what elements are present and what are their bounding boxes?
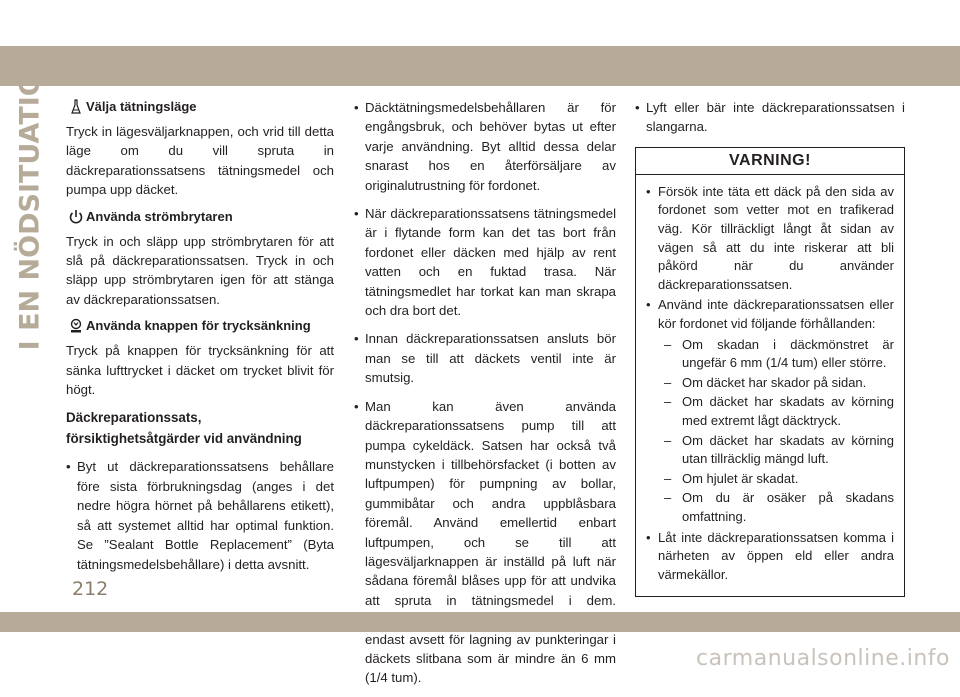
warning-subitem: – Om däcket har skadats av körning med extremt lågt däcktryck. [658, 393, 894, 430]
list-item: • Lyft eller bär inte däckreparationssatsen i slangarna. [635, 98, 905, 137]
bullet-list-middle [354, 98, 616, 688]
column-right [635, 98, 905, 597]
column-left [66, 98, 334, 583]
column-middle [354, 98, 616, 697]
warning-title: VARNING! [636, 148, 904, 175]
subheading-tatningslage: Välja tätningsläge [66, 98, 334, 116]
paragraph-tatningslage: Tryck in lägesväljarknappen, och vrid till detta läge om du vill spruta in däckreparationssatsens tätningsmedel och pumpa upp däcket. [66, 124, 334, 198]
watermark: carmanualsonline.info [696, 646, 950, 671]
side-tab-label: I EN NÖDSITUATION [14, 50, 46, 350]
warning-subitem: – Om däcket har skador på sidan. [658, 374, 894, 393]
warning-subitem: – Om skadan i däckmönstret är ungefär 6 mm (1/4 tum) eller större. [658, 336, 894, 373]
warning-body [636, 175, 904, 596]
page-number: 212 [72, 578, 109, 600]
subheading-strombrytare: Använda strömbrytaren [66, 208, 334, 226]
warning-item: • Försök inte täta ett däck på den sida av fordonet som vetter mot en trafikerad väg. Kör tillräckligt långt åt sidan av vägen så att du inte riskerar att bli påkörd när du använder däckreparationssatsen. [646, 183, 894, 295]
paragraph-trycksankning: Tryck på knappen för trycksänkning för att sänka lufttrycket i däcket om trycket blivit för högt. [66, 343, 334, 398]
list-item: • Innan däckreparationssatsen ansluts bör man se till att däckets ventil inte är smutsig. [354, 329, 616, 387]
warning-item: • Låt inte däckreparationssatsen komma i närheten av öppen eld eller andra värmekällor. [646, 529, 894, 585]
warning-subitem: – Om du är osäker på skadans omfattning. [658, 489, 894, 526]
warning-sublist [658, 336, 894, 527]
warning-box [635, 147, 905, 597]
warning-item: • Använd inte däckreparationssatsen eller kör fordonet vid följande förhållanden: – Om skadan i däckmönstret är ungefär 6 mm (1/4 tum) eller större. – Om däcket har skador på sidan. – Om däcket har skadats av körning med extremt lågt däcktryck. – Om däcket har skadats av körning utan tillräcklig mängd luft. – Om hjulet är skadat. – Om du är osäker på skadans omfattning. [646, 296, 894, 526]
list-item: • Däcktätningsmedelsbehållaren är för engångsbruk, och behöver bytas ut efter varje användning. Byt alltid dessa delar snarast hos en återförsäljare av originalutrustning för fordonet. [354, 98, 616, 195]
warning-list [646, 183, 894, 584]
bullet-list-right [635, 98, 905, 137]
tire-sealant-icon [68, 99, 84, 115]
header-band [0, 46, 960, 86]
section-heading: Däckreparationssats, försiktighetsåtgärder vid användning [66, 410, 302, 447]
warning-subitem: – Om hjulet är skadat. [658, 470, 894, 489]
list-item: • Man kan även använda däckreparationssatsens pump till att pumpa cykeldäck. Satsen har också två munstycken i tillbehörsfacket (i botten av luftpumpen) för pumpning av bollar, gummibåtar och andra uppblåsbara föremål. Använd emellertid enbart luftpumpen, och se till att lägesväljarknappen är inställd på luft när sådana föremål blåses upp för att undvika att spruta in tätningsmedel i dem. endast avsett för lagning av punkteringar i däckets slitbana som är mindre än 6 mm (1/4 tum). [354, 397, 616, 688]
bullet-list-left [66, 457, 334, 573]
warning-subitem: – Om däcket har skadats av körning utan tillräcklig mängd luft. [658, 432, 894, 469]
deflate-icon [68, 318, 84, 334]
footer-band [0, 612, 960, 632]
paragraph-strombrytare: Tryck in och släpp upp strömbrytaren för att slå på däckreparationssatsen. Tryck in och släpp upp strömbrytaren igen för att stänga av däckreparationssatsen. [66, 233, 334, 307]
list-item: • Byt ut däckreparationssatsens behållare före sista förbrukningsdag (anges i det nedre högra hörnet på behållarens etikett), så att systemet alltid har optimal funktion. Se ”Sealant Bottle Replacement” (Byta tätningsmedelsbehållare) i detta avsnitt. [66, 457, 334, 573]
subheading-trycksankning: Använda knappen för trycksänkning [66, 317, 334, 335]
power-icon [68, 209, 84, 225]
list-item: • När däckreparationssatsens tätningsmedel är i flytande form kan det tas bort från fordonet eller däcken med hjälp av rent vatten och en fuktad trasa. När tätningsmedlet har torkat kan man skrapa och dra bort det. [354, 204, 616, 320]
section-side-tab [12, 50, 48, 350]
